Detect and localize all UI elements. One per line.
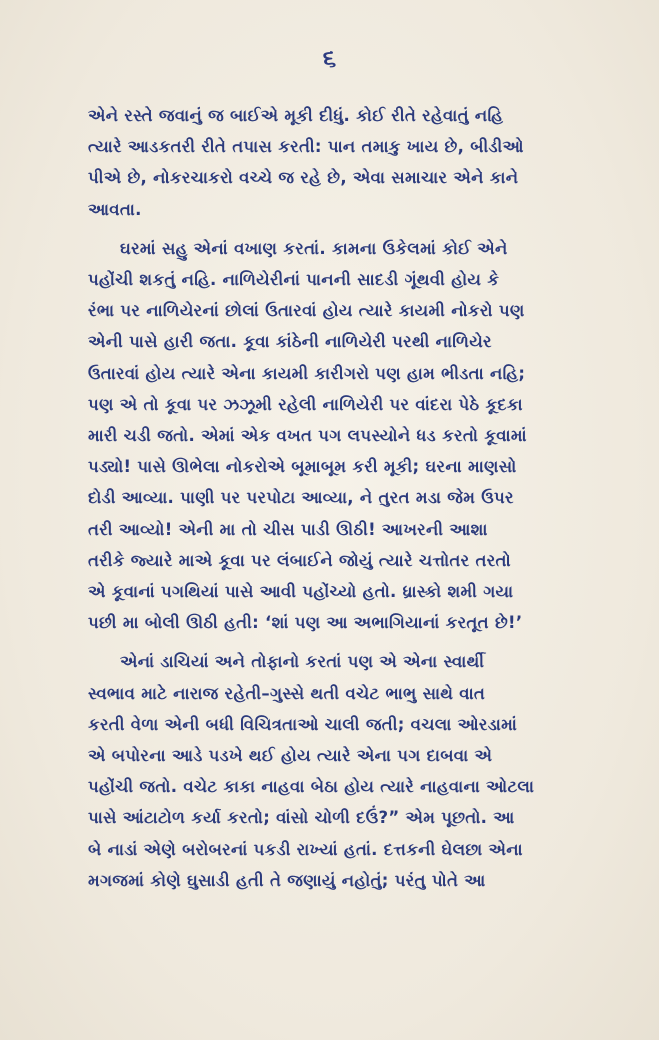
text-line: એ બપોરના આડે પડખે થઈ હોય ત્યારે એના પગ દાબવા એ: [88, 746, 493, 766]
text-line: પહોંચી શકતું નહિ. નાળિયેરીનાં પાનની સાદડી ગૂંથવી હોય કે: [88, 270, 500, 290]
text-line: ઘરમાં સહુ એનાં વખાણ કરતાં. કામના ઉકેલમાં કોઈ એને: [120, 238, 508, 258]
text-line: ત્યારે આડકતરી રીતે તપાસ કરતી: પાન તમાકુ ખાય છે, બીડીઓ: [88, 137, 524, 157]
text-line: આવતા.: [88, 199, 142, 219]
text-line: મગજમાં કોણે ઘુસાડી હતી તે જણાયું નહોતું; પરંતુ પોતે આ: [88, 870, 486, 890]
text-line: પડ્યો! પાસે ઊભેલા નોકરોએ બૂમાબૂમ કરી મૂકી; ઘરના માણસો: [88, 457, 517, 477]
text-line: તરીકે જ્યારે માએ કૂવા પર લંબાઈને જોયું ત્યારે ચત્તોતર તરતો: [88, 550, 511, 570]
paragraph-1: [88, 100, 620, 225]
text-line: પીએ છે, નોકરચાકરો વચ્ચે જ રહે છે, એવા સમાચાર એને કાને: [88, 168, 519, 188]
text-line: મારી ચડી જતો. એમાં એક વખત પગ લપસ્યોને ધડ કરતો કૂવામાં: [88, 426, 527, 446]
page-text-body: [88, 100, 620, 896]
text-line: કરતી વેળા એની બધી વિચિત્રતાઓ ચાલી જતી; વચલા ઓરડામાં: [88, 714, 518, 734]
text-line: એની પાસે હારી જતા. કૂવા કાંઠેની નાળિયેરી પરથી નાળિયેર: [88, 332, 492, 352]
text-line: દોડી આવ્યા. પાણી પર પરપોટા આવ્યા, ને તુરત મડા જેમ ઉપર: [88, 488, 514, 508]
text-line: બે નાડાં એણે બરોબરનાં પકડી રાખ્યાં હતાં. દત્તકની ઘેલછા એના: [88, 839, 523, 859]
text-line: પાસે આંટાટોળ કર્યા કરતો; વાંસો ચોળી દઉં?” એમ પૂછતો. આ: [88, 808, 515, 828]
text-line: પહોંચી જતો. વચેટ કાકા નાહવા બેઠા હોય ત્યારે નાહવાના ઓટલા: [88, 777, 535, 797]
text-line: તરી આવ્યો! એની મા તો ચીસ પાડી ઊઠી! આખરની આશા: [88, 519, 488, 539]
text-line: પછી મા બોલી ઊઠી હતી: ‘શાં પણ આ અભાગિયાનાં કરતૂત છે!’: [88, 613, 523, 633]
paragraph-2: [88, 233, 620, 639]
text-line: રંભા પર નાળિયેરનાં છોલાં ઉતારવાં હોય ત્યારે કાયમી નોકરો પણ: [88, 301, 525, 321]
text-line: સ્વભાવ માટે નારાજ રહેતી–ગુસ્સે થતી વચેટ ભાભુ સાથે વાત: [88, 683, 486, 703]
paragraph-3: [88, 646, 620, 896]
text-line: એને રસ્તે જવાનું જ બાઈએ મૂકી દીધું. કોઈ રીતે રહેવાતું નહિ: [88, 106, 504, 125]
page-number: ૬: [322, 44, 337, 72]
text-line: એ કૂવાનાં પગથિયાં પાસે આવી પહોંચ્યો હતો. ધ્રાસ્કો શમી ગયા: [88, 582, 514, 602]
text-line: એનાં ડાચિયાં અને તોફાનો કરતાં પણ એ એના સ્વાર્થી: [120, 652, 485, 672]
text-line: ઉતારવાં હોય ત્યારે એના કાયમી કારીગરો પણ હામ ભીડતા નહિ;: [88, 363, 526, 383]
text-line: પણ એ તો કૂવા પર ઝઝૂમી રહેલી નાળિયેરી પર વાંદરા પેઠે કૂદકા: [88, 394, 523, 414]
